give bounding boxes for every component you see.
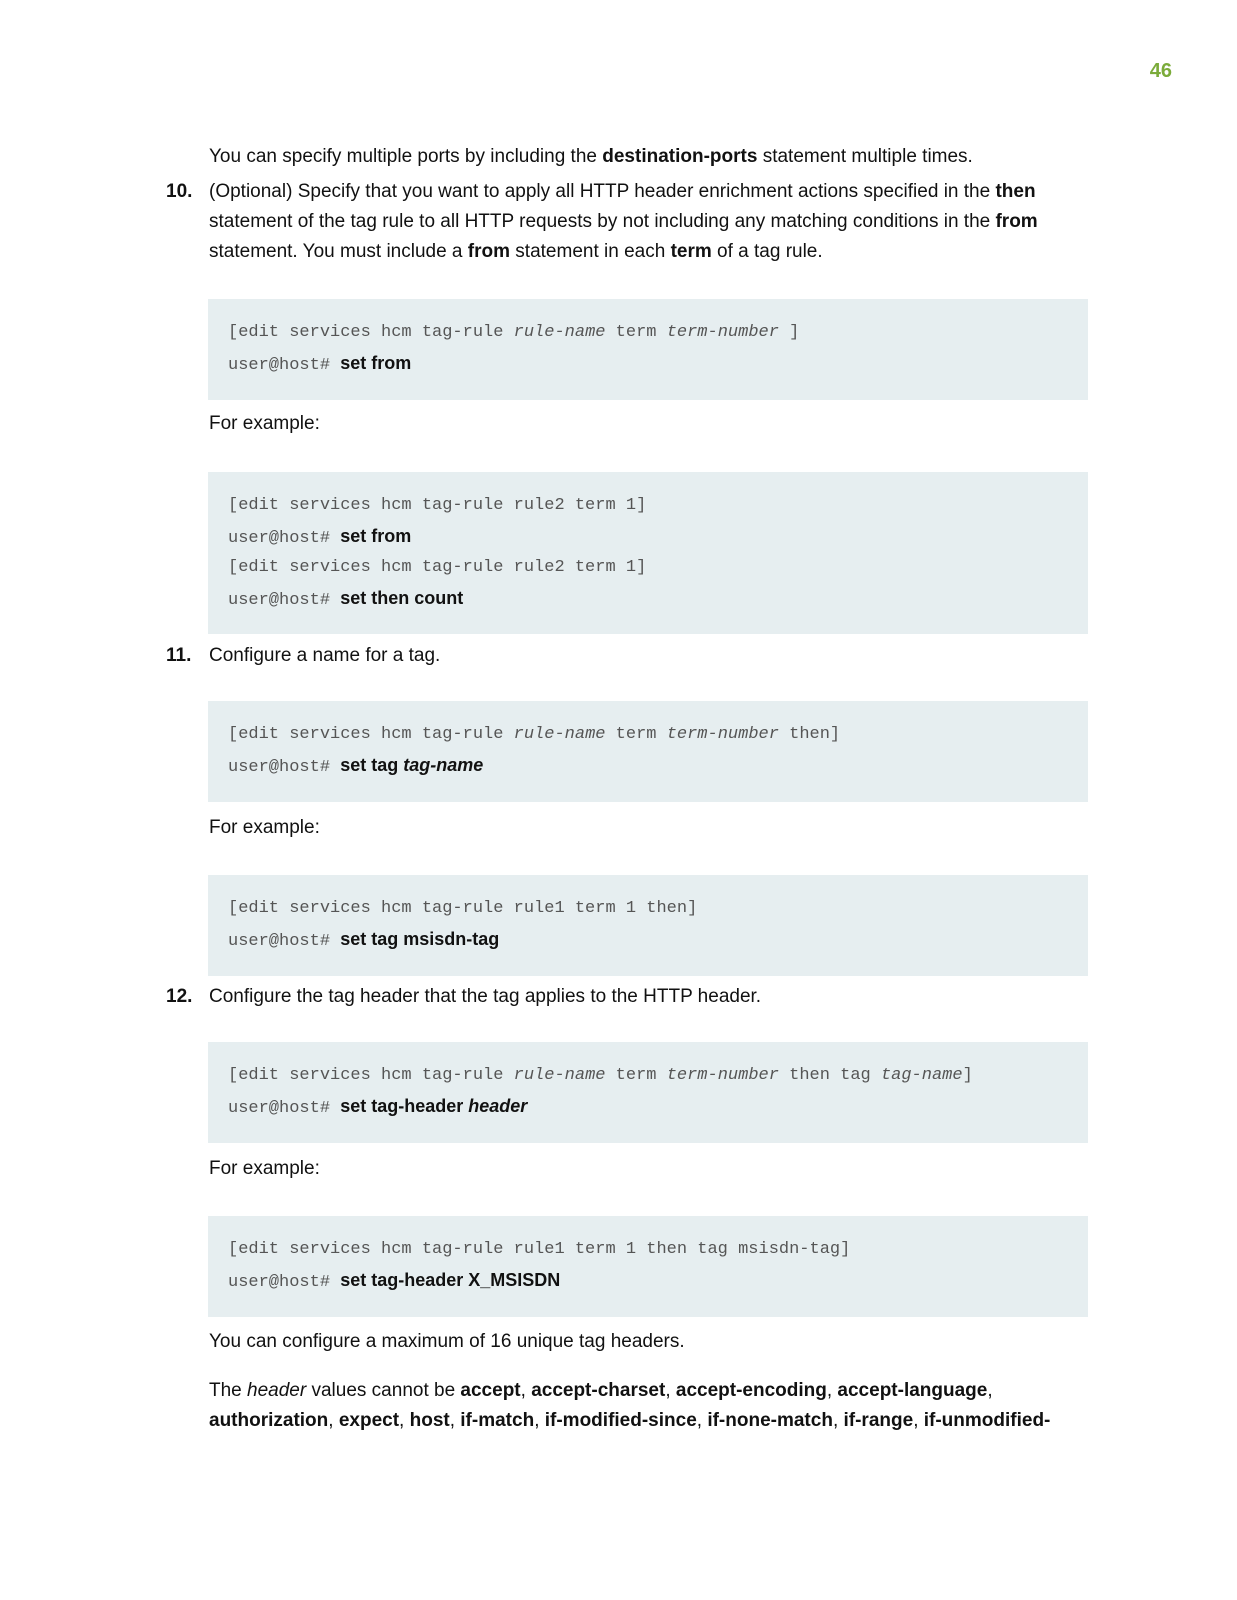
code-block-step-10-syntax [208, 299, 1088, 400]
separator: , [399, 1410, 410, 1431]
code-block-step-10-example [208, 472, 1088, 634]
separator: , [826, 1380, 838, 1401]
header-value-keyword: accept-language [837, 1380, 988, 1401]
header-value-keyword: if-unmodified- [923, 1410, 1051, 1431]
header-value-keyword: accept-encoding [675, 1380, 827, 1401]
example-label: For example: [209, 413, 320, 434]
header-value-keyword: accept-charset [531, 1380, 666, 1401]
code-line: [edit services hcm tag-rule rule1 term 1 then tag msisdn-tag] [228, 1240, 851, 1259]
intro-keyword: destination-ports [602, 146, 758, 167]
header-value-keyword: host [409, 1410, 450, 1431]
cli-prompt: user@host# [228, 1273, 341, 1292]
code-block-step-11-example [208, 875, 1088, 976]
cli-argument: header [468, 1096, 528, 1116]
header-value-keyword: accept [460, 1380, 521, 1401]
step-10-text: (Optional) Specify that you want to apply all HTTP header enrichment actions specified in the then statement of the tag rule to all HTTP requests by not including any matching conditions in the from statement. You must include a from statement in each term of a tag rule. [209, 181, 1038, 262]
code-line [228, 924, 1088, 955]
code-line: [edit services hcm tag-rule rule2 term 1] [228, 496, 647, 515]
header-value-keyword: if-none-match [707, 1410, 833, 1431]
cli-prompt: user@host# [228, 356, 341, 375]
code-line: [edit services hcm tag-rule rule-name term term-number ] [228, 323, 800, 342]
cli-argument: tag-name [403, 755, 484, 775]
header-values-note: The header values cannot be accept, accept-charset, accept-encoding, accept-language, authorization, expect, host, if-match, if-modified-since, if-none-match, if-range, if-unmodified- [209, 1380, 1051, 1431]
cli-command: set tag msisdn-tag [340, 929, 500, 949]
code-line [228, 583, 1088, 614]
cli-command: set tag-header X_MSISDN [340, 1270, 561, 1290]
intro-text-end: statement multiple times. [757, 146, 973, 167]
code-block-step-12-example [208, 1216, 1088, 1317]
header-value-keyword: if-match [460, 1410, 535, 1431]
page-number: 46 [1149, 60, 1172, 82]
code-line: [edit services hcm tag-rule rule-name term term-number then tag tag-name] [228, 1066, 973, 1085]
separator: , [696, 1410, 708, 1431]
example-label: For example: [209, 817, 320, 838]
cli-prompt: user@host# [228, 591, 341, 610]
code-line [228, 521, 1088, 552]
separator: , [665, 1380, 676, 1401]
separator: , [913, 1410, 924, 1431]
header-value-keyword: authorization [209, 1410, 329, 1431]
code-line: [edit services hcm tag-rule rule1 term 1 then] [228, 899, 698, 918]
intro-text: You can specify multiple ports by including the [209, 146, 603, 167]
header-value-keyword: if-range [843, 1410, 914, 1431]
code-line: [edit services hcm tag-rule rule2 term 1] [228, 558, 647, 577]
max-headers-note: You can configure a maximum of 16 unique tag headers. [209, 1331, 685, 1352]
cli-prompt: user@host# [228, 758, 341, 777]
code-line: [edit services hcm tag-rule rule-name term term-number then] [228, 725, 841, 744]
separator: , [328, 1410, 339, 1431]
cli-prompt: user@host# [228, 932, 341, 951]
example-label: For example: [209, 1158, 320, 1179]
header-value-keyword: if-modified-since [544, 1410, 697, 1431]
separator: , [449, 1410, 461, 1431]
cli-command: set tag-header [340, 1096, 469, 1116]
cli-command: set tag [340, 755, 404, 775]
code-line [228, 1265, 1088, 1296]
code-block-step-12-syntax [208, 1042, 1088, 1143]
step-12-text: Configure the tag header that the tag applies to the HTTP header. [209, 986, 762, 1007]
separator: , [520, 1380, 532, 1401]
code-block-step-11-syntax [208, 701, 1088, 802]
separator: , [534, 1410, 545, 1431]
step-11-text: Configure a name for a tag. [209, 645, 441, 666]
separator: , [987, 1380, 993, 1401]
step-10-number: 10. [166, 181, 193, 202]
cli-prompt: user@host# [228, 529, 341, 548]
cli-command: set from [340, 526, 412, 546]
code-line [228, 348, 1088, 379]
cli-prompt: user@host# [228, 1099, 341, 1118]
step-11-number: 11. [166, 645, 192, 666]
separator: , [832, 1410, 844, 1431]
header-value-keyword: expect [338, 1410, 400, 1431]
cli-command: set then count [340, 588, 464, 608]
code-line [228, 1091, 1088, 1122]
intro-paragraph [209, 142, 1089, 172]
code-line [228, 750, 1088, 781]
cli-command: set from [340, 353, 412, 373]
step-12-number: 12. [166, 986, 193, 1007]
